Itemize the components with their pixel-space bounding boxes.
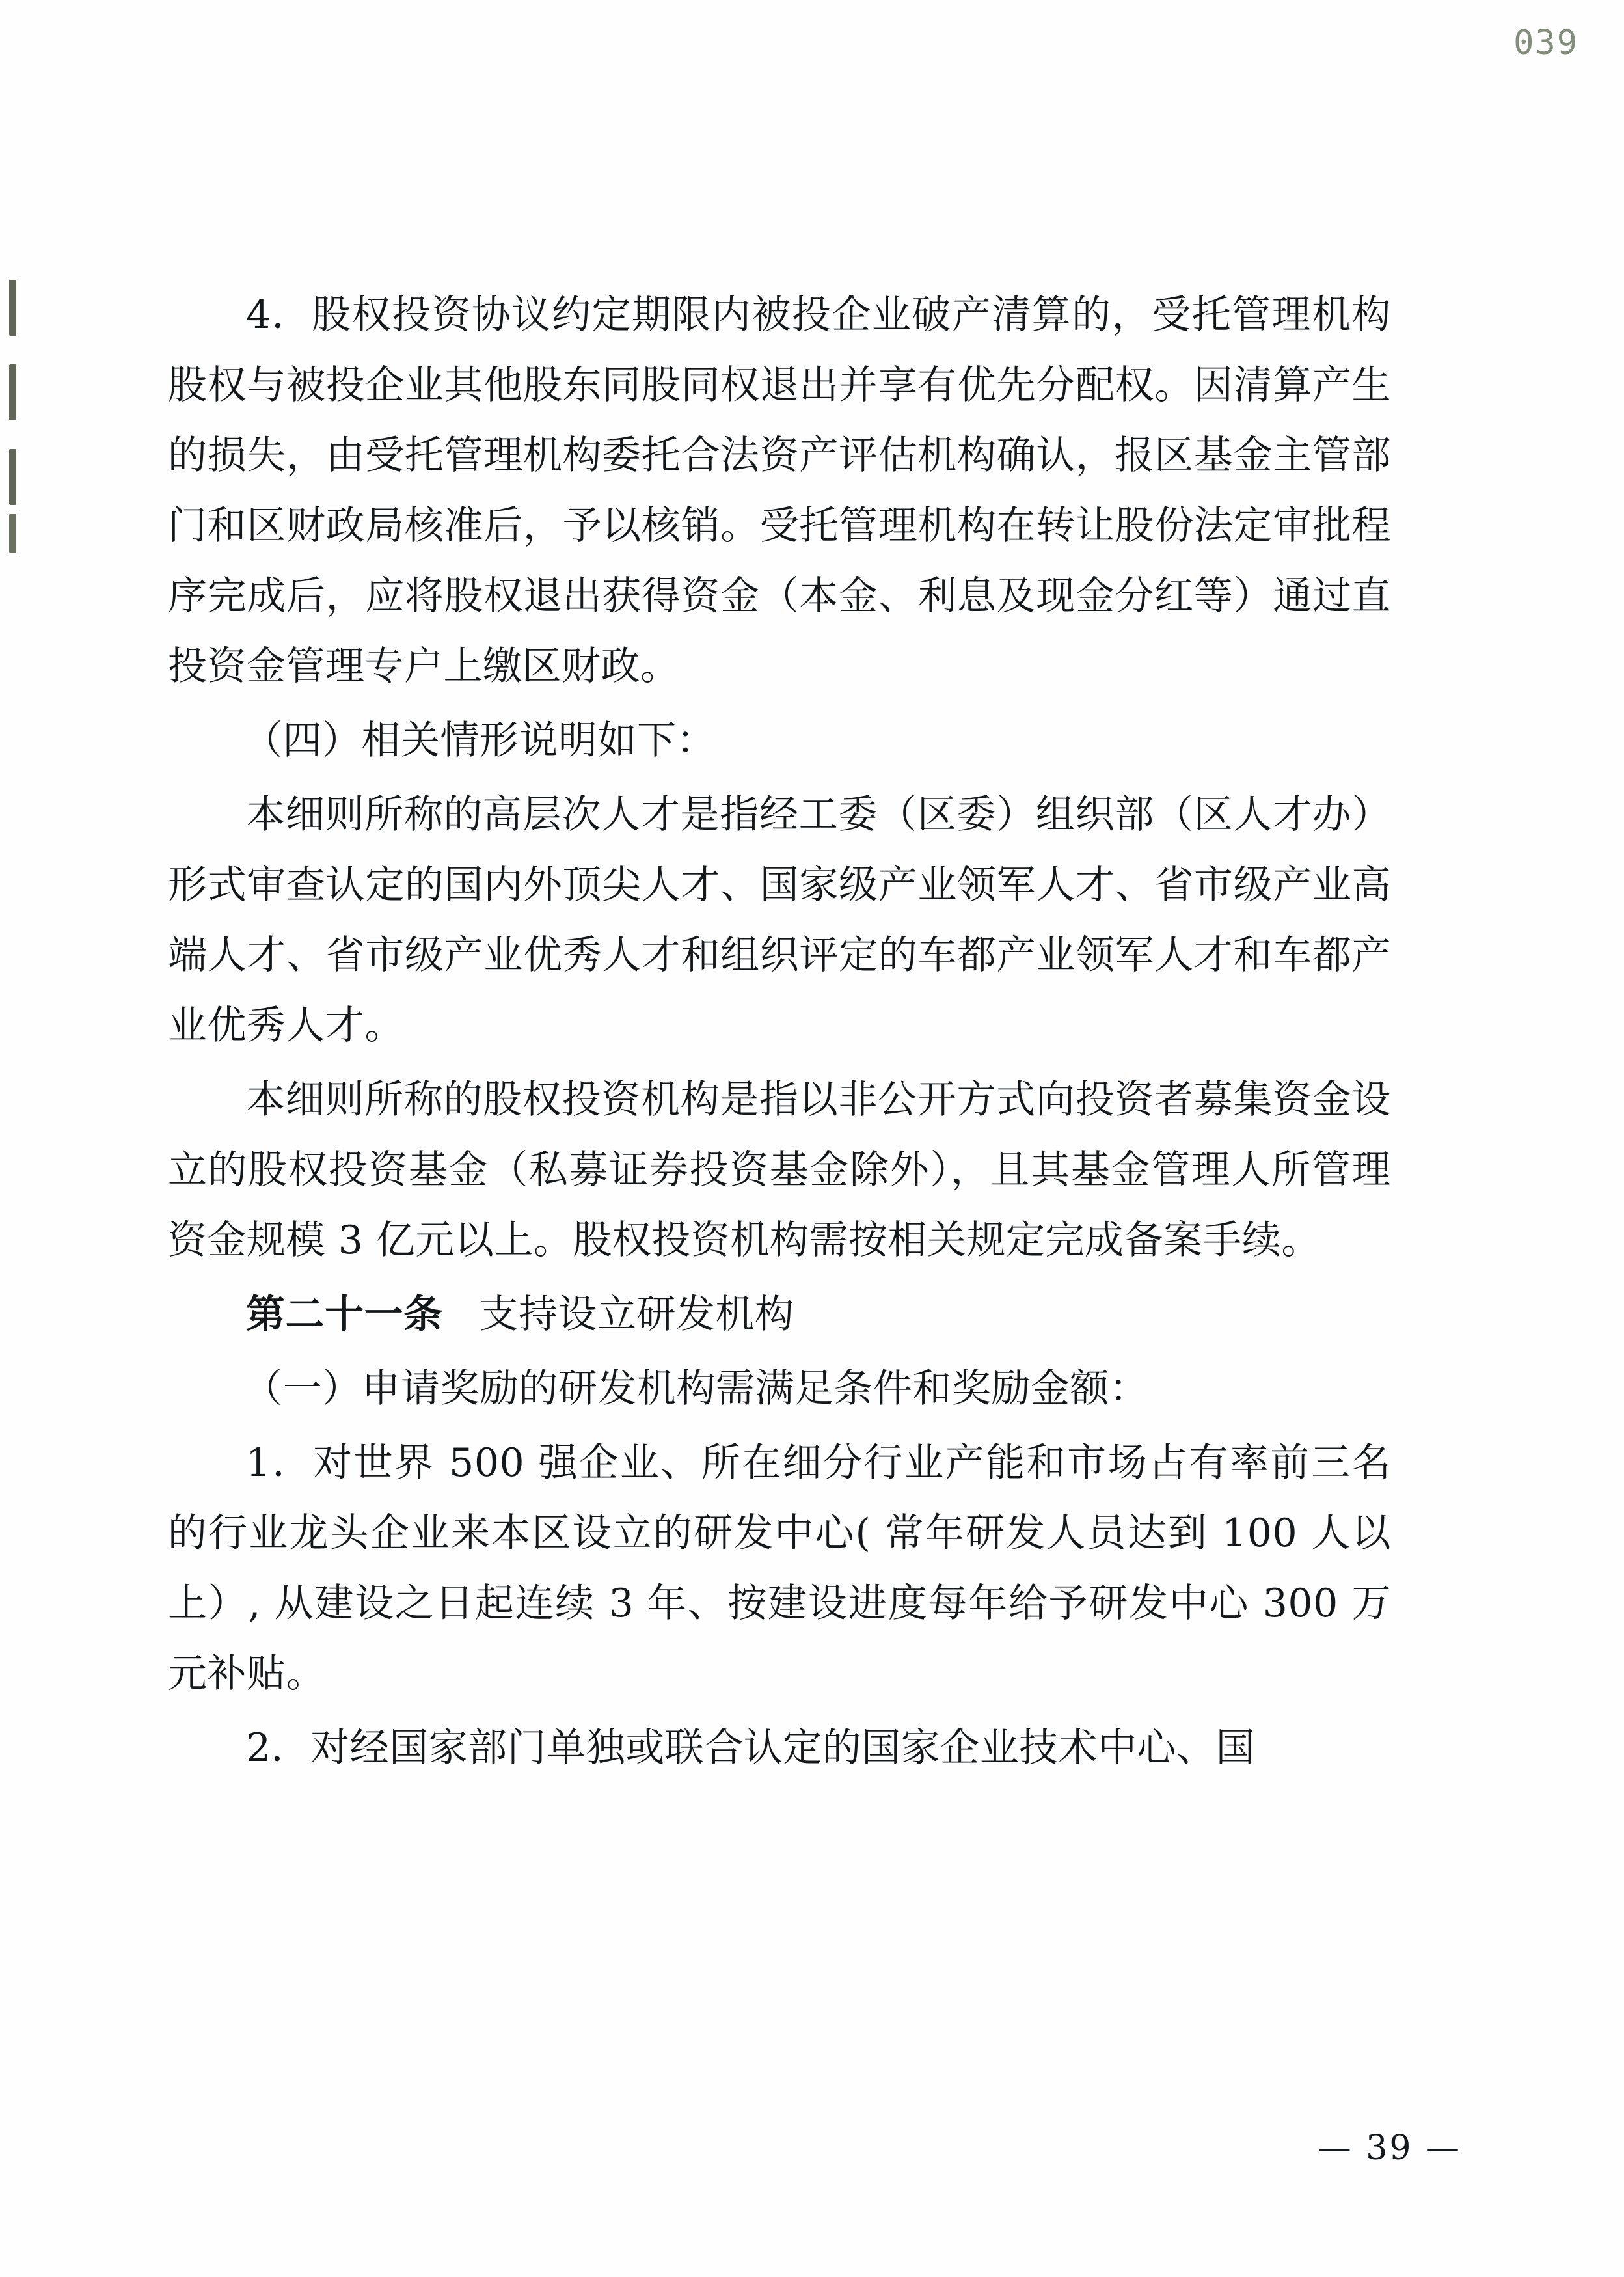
- article-heading-title: 第二十一条: [246, 1292, 443, 1337]
- article-heading: [168, 1279, 1391, 1350]
- paragraph-item-4: 4．股权投资协议约定期限内被投企业破产清算的，受托管理机构股权与被投企业其他股东同股同权退出并享有优先分配权。因清算产生的损失，由受托管理机构委托合法资产评估机构确认，报区基金主管部门和区财政局核准后，予以核销。受托管理机构在转让股份法定审批程序完成后，应将股权退出获得资金（本金、利息及现金分红等）通过直投资金管理专户上缴区财政。: [168, 292, 1391, 689]
- binding-mark: [9, 280, 16, 336]
- binding-mark: [9, 364, 16, 420]
- article-heading-subtitle: 支持设立研发机构: [479, 1292, 794, 1337]
- binding-mark: [9, 449, 16, 505]
- paragraph-item-1: 1．对世界 500 强企业、所在细分行业产能和市场占有率前三名的行业龙头企业来本区设立的研发中心( 常年研发人员达到 100 人以上）, 从建设之日起连续 3 年、按建设进度每年给予研发中心 300 万元补贴。: [168, 1440, 1391, 1697]
- paragraph-item-2: 2．对经国家部门单独或联合认定的国家企业技术中心、国: [246, 1725, 1256, 1771]
- paragraph-equity-institution-definition: 本细则所称的股权投资机构是指以非公开方式向投资者募集资金设立的股权投资基金（私募证券投资基金除外），且其基金管理人所管理资金规模 3 亿元以上。股权投资机构需按相关规定完成备案手续。: [168, 1077, 1391, 1263]
- paragraph-section-four: （四）相关情形说明如下：: [243, 718, 716, 763]
- page-corner-number: 039: [1513, 23, 1578, 62]
- binding-mark: [9, 514, 16, 553]
- page-footer: — 39 —: [1317, 2129, 1461, 2168]
- document-body: [168, 280, 1391, 1787]
- paragraph-talent-definition: 本细则所称的高层次人才是指经工委（区委）组织部（区人才办）形式审查认定的国内外顶尖人才、国家级产业领军人才、省市级产业高端人才、省市级产业优秀人才和组织评定的车都产业领军人才和车都产业优秀人才。: [168, 792, 1391, 1048]
- paragraph-section-one: （一）申请奖励的研发机构需满足条件和奖励金额：: [243, 1366, 1149, 1411]
